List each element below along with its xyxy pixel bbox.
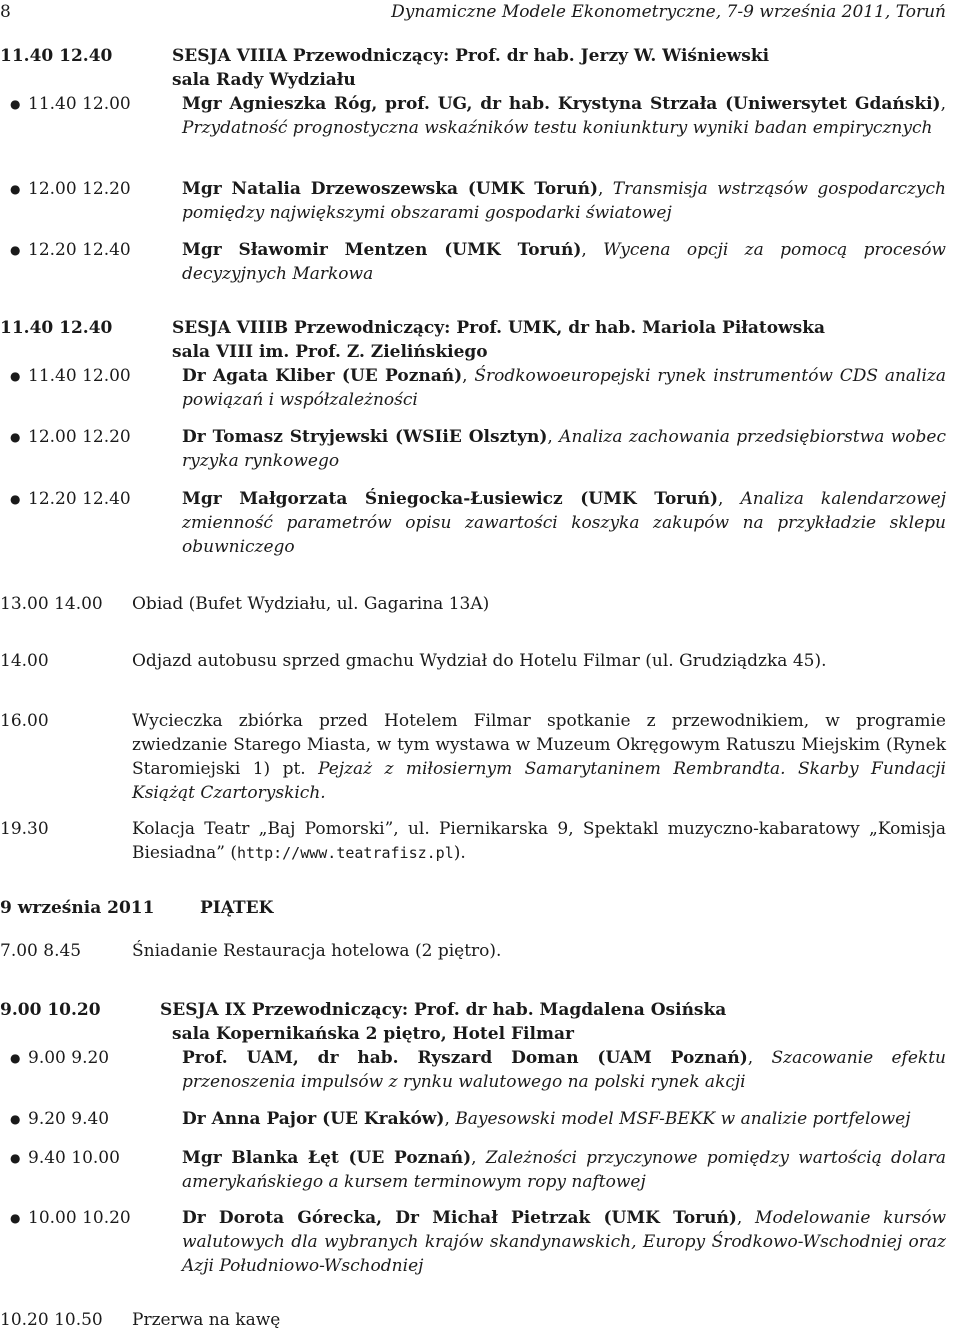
event-time: 10.20 10.50 <box>0 1310 103 1330</box>
talk-author: Mgr Małgorzata Śniegocka-Łusiewicz (UMK Toruń) <box>182 489 719 509</box>
bullet-icon: ● <box>10 369 21 383</box>
talk-body <box>182 1046 946 1094</box>
session-header <box>0 998 960 1046</box>
talk-separator: , <box>747 1048 772 1068</box>
talk-author: Mgr Blanka Łęt (UE Poznań) <box>182 1148 472 1168</box>
bullet-icon: ● <box>10 1051 21 1065</box>
talk-body <box>182 1206 946 1278</box>
talk-author: Mgr Agnieszka Róg, prof. UG, dr hab. Krystyna Strzała (Uniwersytet Gdański) <box>182 94 941 114</box>
talk-separator: , <box>547 427 560 447</box>
day-weekday: PIĄTEK <box>200 898 274 918</box>
event-text: Śniadanie Restauracja hotelowa (2 piętro). <box>132 941 502 961</box>
talk-time: 9.20 9.40 <box>28 1109 110 1129</box>
talk-separator: , <box>471 1148 486 1168</box>
talk-time: 12.00 12.20 <box>28 427 131 447</box>
day-date: 9 września 2011 <box>0 898 155 918</box>
talk-body <box>182 1107 946 1131</box>
talk-title: Analiza zachowania przedsiębiorstwa wobec ryzyka rynkowego <box>182 427 946 471</box>
talk-time: 12.20 12.40 <box>28 240 131 260</box>
talk-time: 10.00 10.20 <box>28 1208 131 1228</box>
event-text <box>132 817 946 865</box>
talk-author: Dr Tomasz Stryjewski (WSIiE Olsztyn) <box>182 427 548 447</box>
talk-body <box>182 177 946 225</box>
session-header <box>0 44 960 92</box>
talk-title: Bayesowski model MSF-BEKK w analizie portfelowej <box>455 1109 911 1129</box>
talk-author: Dr Anna Pajor (UE Kraków) <box>182 1109 445 1129</box>
bullet-icon: ● <box>10 1151 21 1165</box>
event-time: 7.00 8.45 <box>0 941 82 961</box>
talk-separator: , <box>462 366 475 386</box>
event-time: 14.00 <box>0 651 49 671</box>
talk-author: Dr Agata Kliber (UE Poznań) <box>182 366 463 386</box>
talk-separator: , <box>581 240 604 260</box>
talk-body <box>182 425 946 473</box>
talk-title: Szacowanie efektu przenoszenia impulsów z rynku walutowego na polski rynek akcji <box>182 1048 946 1092</box>
day-header <box>0 896 960 920</box>
session-title: SESJA VIIIB Przewodniczący: Prof. UMK, dr hab. Mariola Piłatowska <box>172 318 826 338</box>
talk-body <box>182 1146 946 1194</box>
running-title: Dynamiczne Modele Ekonometryczne, 7-9 września 2011, Toruń <box>391 2 946 22</box>
talk-author: Mgr Natalia Drzewoszewska (UMK Toruń) <box>182 179 598 199</box>
bullet-icon: ● <box>10 182 21 196</box>
event-text: Przerwa na kawę <box>132 1310 281 1330</box>
talk-title: Analiza kalendarzowej zmienność parametrów opisu zawartości koszyka zakupów na przykładzie sklepu obuwniczego <box>182 489 946 557</box>
talk-author: Mgr Sławomir Mentzen (UMK Toruń) <box>182 240 582 260</box>
session-room: sala Kopernikańska 2 piętro, Hotel Filmar <box>172 1024 574 1044</box>
talk-time: 12.20 12.40 <box>28 489 131 509</box>
tour-exhibition: Pejzaż z miłosiernym Samarytaninem Rembrandta. Skarby Fundacji Książąt Czartoryskich. <box>132 759 946 803</box>
session-title: SESJA IX Przewodniczący: Prof. dr hab. Magdalena Osińska <box>160 1000 727 1020</box>
talk-author: Prof. UAM, dr hab. Ryszard Doman (UAM Poznań) <box>182 1048 748 1068</box>
session-room: sala VIII im. Prof. Z. Zielińskiego <box>172 342 488 362</box>
talk-title: Przydatność prognostyczna wskaźników testu koniunktury wyniki badan empirycznych <box>182 118 933 138</box>
dinner-description: Kolacja Teatr „Baj Pomorski”, ul. Piernikarska 9, Spektakl muzyczno-kabaratowy „Komisja Biesiadna” ( <box>132 819 946 863</box>
event-time: 16.00 <box>0 711 49 731</box>
talk-separator: , <box>598 179 613 199</box>
bullet-icon: ● <box>10 243 21 257</box>
event-text: Obiad (Bufet Wydziału, ul. Gagarina 13A) <box>132 594 490 614</box>
talk-title: Środkowoeuropejski rynek instrumentów CDS analiza powiązań i współzależności <box>182 366 947 410</box>
dinner-closing: ). <box>453 843 466 863</box>
theatre-link[interactable]: http://www.teatrafisz.pl <box>236 844 454 862</box>
page-header <box>0 0 960 24</box>
talk-title: Wycena opcji za pomocą procesów decyzyjnych Markowa <box>182 240 946 284</box>
session-time: 9.00 10.20 <box>0 1000 101 1020</box>
event-time: 19.30 <box>0 819 49 839</box>
talk-separator: , <box>718 489 741 509</box>
bullet-icon: ● <box>10 1112 21 1126</box>
event-time: 13.00 14.00 <box>0 594 103 614</box>
talk-author: Dr Dorota Górecka, Dr Michał Pietrzak (UMK Toruń) <box>182 1208 737 1228</box>
session-room: sala Rady Wydziału <box>172 70 356 90</box>
talk-separator: , <box>736 1208 756 1228</box>
session-header <box>0 316 960 364</box>
talk-time: 11.40 12.00 <box>28 366 131 386</box>
tour-description: Wycieczka zbiórka przed Hotelem Filmar spotkanie z przewodnikiem, w programie zwiedzanie Starego Miasta, w tym wystawa w Muzeum Okręgowym Ratuszu Miejskim (Rynek Staromiejski 1) pt. <box>132 711 946 779</box>
talk-separator: , <box>940 94 946 114</box>
bullet-icon: ● <box>10 97 21 111</box>
bullet-icon: ● <box>10 492 21 506</box>
talk-time: 12.00 12.20 <box>28 179 131 199</box>
event-text: Odjazd autobusu sprzed gmachu Wydział do Hotelu Filmar (ul. Grudziądzka 45). <box>132 651 827 671</box>
talk-time: 9.40 10.00 <box>28 1148 120 1168</box>
talk-body <box>182 364 946 412</box>
page-number: 8 <box>0 2 11 22</box>
session-time: 11.40 12.40 <box>0 46 113 66</box>
talk-title: Modelowanie kursów walutowych dla wybranych krajów skandynawskich, Europy Środkowo-Wschodniej oraz Azji Południowo-Wschodniej <box>182 1208 947 1276</box>
talk-separator: , <box>444 1109 456 1129</box>
session-title: SESJA VIIIA Przewodniczący: Prof. dr hab. Jerzy W. Wiśniewski <box>172 46 770 66</box>
talk-title: Transmisja wstrząsów gospodarczych pomiędzy największymi obszarami gospodarki światowej <box>182 179 947 223</box>
talk-body <box>182 238 946 286</box>
talk-body <box>182 92 946 140</box>
talk-title: Zależności przyczynowe pomiędzy wartością dolara amerykańskiego a kursem terminowym ropy naftowej <box>182 1148 946 1192</box>
talk-time: 9.00 9.20 <box>28 1048 110 1068</box>
talk-time: 11.40 12.00 <box>28 94 131 114</box>
event-text <box>132 709 946 805</box>
bullet-icon: ● <box>10 430 21 444</box>
bullet-icon: ● <box>10 1211 21 1225</box>
talk-body <box>182 487 946 559</box>
session-time: 11.40 12.40 <box>0 318 113 338</box>
